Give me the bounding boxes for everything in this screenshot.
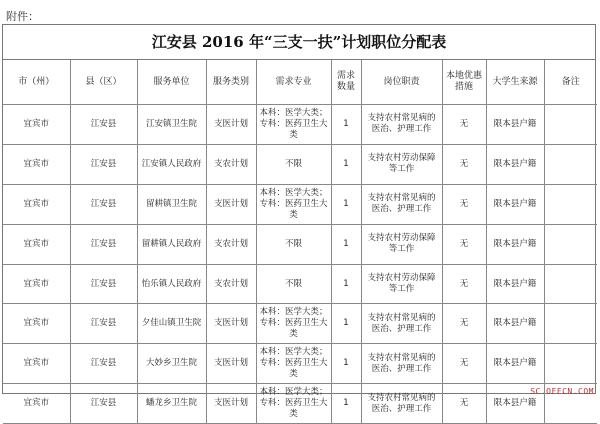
- cell-benefit: 无: [442, 384, 486, 424]
- cell-category: 支农计划: [206, 224, 256, 264]
- cell-category: 支农计划: [206, 144, 256, 184]
- header-category: 服务类别: [206, 60, 256, 105]
- cell-unit: 夕佳山镇卫生院: [137, 304, 206, 344]
- cell-benefit: 无: [442, 105, 486, 145]
- cell-city: 宜宾市: [3, 184, 70, 224]
- cell-duty: 支持农村常见病的医治、护理工作: [361, 344, 442, 384]
- cell-note: [544, 144, 597, 184]
- cell-category: 支医计划: [206, 344, 256, 384]
- cell-unit: 留耕镇人民政府: [137, 224, 206, 264]
- cell-source: 限本县户籍: [486, 264, 544, 304]
- table-row: [3, 184, 597, 224]
- cell-duty: 支持农村劳动保障等工作: [361, 144, 442, 184]
- cell-source: 限本县户籍: [486, 384, 544, 424]
- header-qty: 需求数量: [331, 60, 361, 105]
- cell-city: 宜宾市: [3, 344, 70, 384]
- cell-qty: 1: [331, 184, 361, 224]
- cell-qty: 1: [331, 344, 361, 384]
- cell-source: 限本县户籍: [486, 144, 544, 184]
- cell-city: 宜宾市: [3, 264, 70, 304]
- header-source: 大学生来源: [486, 60, 544, 105]
- header-duty: 岗位职责: [361, 60, 442, 105]
- header-benefit: 本地优惠措施: [442, 60, 486, 105]
- cell-benefit: 无: [442, 144, 486, 184]
- allocation-table: [3, 60, 597, 424]
- cell-unit: 留耕镇卫生院: [137, 184, 206, 224]
- header-note: 备注: [544, 60, 597, 105]
- cell-duty: 支持农村劳动保障等工作: [361, 264, 442, 304]
- cell-duty: 支持农村常见病的医治、护理工作: [361, 105, 442, 145]
- cell-unit: 蟠龙乡卫生院: [137, 384, 206, 424]
- header-row: [3, 60, 597, 105]
- cell-benefit: 无: [442, 184, 486, 224]
- cell-county: 江安县: [70, 144, 137, 184]
- cell-source: 限本县户籍: [486, 344, 544, 384]
- cell-major: 不限: [256, 224, 331, 264]
- cell-source: 限本县户籍: [486, 224, 544, 264]
- cell-unit: 大妙乡卫生院: [137, 344, 206, 384]
- cell-county: 江安县: [70, 344, 137, 384]
- cell-major: 本科：医学大类；专科：医药卫生大类: [256, 184, 331, 224]
- cell-major: 不限: [256, 144, 331, 184]
- cell-source: 限本县户籍: [486, 105, 544, 145]
- cell-major: 本科：医学大类；专科：医药卫生大类: [256, 105, 331, 145]
- cell-benefit: 无: [442, 344, 486, 384]
- cell-qty: 1: [331, 144, 361, 184]
- cell-benefit: 无: [442, 224, 486, 264]
- cell-major: 不限: [256, 264, 331, 304]
- cell-note: [544, 344, 597, 384]
- cell-category: 支农计划: [206, 264, 256, 304]
- cell-county: 江安县: [70, 224, 137, 264]
- table-row: [3, 304, 597, 344]
- table-row: [3, 344, 597, 384]
- cell-category: 支医计划: [206, 304, 256, 344]
- cell-city: 宜宾市: [3, 224, 70, 264]
- watermark: SC.OFFCN.COM: [530, 387, 594, 396]
- cell-category: 支医计划: [206, 105, 256, 145]
- cell-duty: 支持农村常见病的医治、护理工作: [361, 184, 442, 224]
- cell-qty: 1: [331, 264, 361, 304]
- cell-unit: 江安镇人民政府: [137, 144, 206, 184]
- cell-county: 江安县: [70, 384, 137, 424]
- table-title: 江安县 2016 年“三支一扶”计划职位分配表: [3, 25, 595, 60]
- cell-benefit: 无: [442, 304, 486, 344]
- cell-note: [544, 105, 597, 145]
- cell-unit: 怡乐镇人民政府: [137, 264, 206, 304]
- cell-qty: 1: [331, 304, 361, 344]
- cell-benefit: 无: [442, 264, 486, 304]
- attachment-label: 附件：: [6, 10, 39, 23]
- cell-major: 本科：医学大类；专科：医药卫生大类: [256, 304, 331, 344]
- table-row: [3, 264, 597, 304]
- cell-note: [544, 184, 597, 224]
- cell-qty: 1: [331, 384, 361, 424]
- table-row: [3, 144, 597, 184]
- cell-category: 支医计划: [206, 384, 256, 424]
- header-major: 需求专业: [256, 60, 331, 105]
- allocation-table-frame: [2, 24, 596, 420]
- cell-duty: 支持农村劳动保障等工作: [361, 224, 442, 264]
- cell-city: 宜宾市: [3, 105, 70, 145]
- table-row: [3, 105, 597, 145]
- header-city: 市（州）: [3, 60, 70, 105]
- cell-category: 支医计划: [206, 184, 256, 224]
- cell-note: [544, 264, 597, 304]
- cell-unit: 江安镇卫生院: [137, 105, 206, 145]
- cell-source: 限本县户籍: [486, 184, 544, 224]
- table-row: [3, 384, 597, 424]
- cell-qty: 1: [331, 105, 361, 145]
- cell-note: [544, 304, 597, 344]
- header-county: 县（区）: [70, 60, 137, 105]
- cell-city: 宜宾市: [3, 144, 70, 184]
- cell-source: 限本县户籍: [486, 304, 544, 344]
- cell-county: 江安县: [70, 264, 137, 304]
- table-row: [3, 224, 597, 264]
- cell-county: 江安县: [70, 105, 137, 145]
- cell-major: 本科：医学大类；专科：医药卫生大类: [256, 344, 331, 384]
- header-unit: 服务单位: [137, 60, 206, 105]
- cell-major: 本科：医学大类；专科：医药卫生大类: [256, 384, 331, 424]
- cell-note: [544, 224, 597, 264]
- cell-city: 宜宾市: [3, 384, 70, 424]
- cell-county: 江安县: [70, 304, 137, 344]
- cell-duty: 支持农村常见病的医治、护理工作: [361, 384, 442, 424]
- cell-county: 江安县: [70, 184, 137, 224]
- cell-city: 宜宾市: [3, 304, 70, 344]
- cell-duty: 支持农村常见病的医治、护理工作: [361, 304, 442, 344]
- cell-qty: 1: [331, 224, 361, 264]
